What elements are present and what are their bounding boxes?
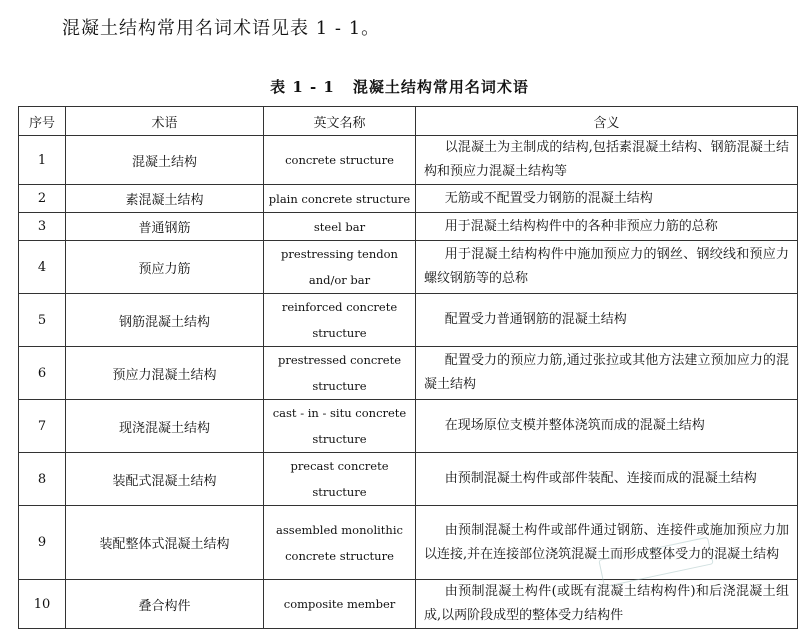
row-english: steel bar [264, 213, 416, 241]
row-english: precast concrete structure [264, 453, 416, 506]
row-term: 叠合构件 [66, 580, 264, 629]
header-definition: 含义 [416, 107, 798, 136]
row-definition: 由预制混凝土构件或部件通过钢筋、连接件或施加预应力加以连接,并在连接部位浇筑混凝土而形成整体受力的混凝土结构 [416, 506, 798, 580]
table-row [19, 213, 798, 241]
table-row [19, 294, 798, 347]
table-row [19, 136, 798, 185]
row-term: 装配式混凝土结构 [66, 453, 264, 506]
header-no: 序号 [19, 107, 66, 136]
row-no: 4 [19, 241, 66, 294]
row-definition: 以混凝土为主制成的结构,包括素混凝土结构、钢筋混凝土结构和预应力混凝土结构等 [416, 136, 798, 185]
row-no: 7 [19, 400, 66, 453]
row-term: 钢筋混凝土结构 [66, 294, 264, 347]
row-english: plain concrete structure [264, 185, 416, 213]
table-row [19, 580, 798, 629]
row-term: 普通钢筋 [66, 213, 264, 241]
row-no: 9 [19, 506, 66, 580]
table-row [19, 400, 798, 453]
row-english: assembled monolithic concrete structure [264, 506, 416, 580]
table-row [19, 453, 798, 506]
row-definition: 由预制混凝土构件或部件装配、连接而成的混凝土结构 [416, 453, 798, 506]
row-term: 素混凝土结构 [66, 185, 264, 213]
row-definition: 用于混凝土结构构件中的各种非预应力筋的总称 [416, 213, 798, 241]
row-definition: 配置受力的预应力筋,通过张拉或其他方法建立预加应力的混凝土结构 [416, 347, 798, 400]
table-caption-number: 表 1 - 1 [270, 78, 335, 96]
table-row [19, 347, 798, 400]
row-english: concrete structure [264, 136, 416, 185]
row-definition: 在现场原位支模并整体浇筑而成的混凝土结构 [416, 400, 798, 453]
row-english: composite member [264, 580, 416, 629]
header-english: 英文名称 [264, 107, 416, 136]
row-no: 2 [19, 185, 66, 213]
row-no: 8 [19, 453, 66, 506]
table-header-row [19, 107, 798, 136]
intro-paragraph: 混凝土结构常用名词术语见表 1 - 1。 [62, 18, 381, 39]
row-no: 6 [19, 347, 66, 400]
row-english: reinforced concrete structure [264, 294, 416, 347]
row-english: prestressed concrete structure [264, 347, 416, 400]
table-caption [0, 76, 799, 97]
row-english: prestressing tendon and/or bar [264, 241, 416, 294]
row-term: 装配整体式混凝土结构 [66, 506, 264, 580]
row-definition: 配置受力普通钢筋的混凝土结构 [416, 294, 798, 347]
header-term: 术语 [66, 107, 264, 136]
row-no: 1 [19, 136, 66, 185]
row-no: 10 [19, 580, 66, 629]
row-definition: 无筋或不配置受力钢筋的混凝土结构 [416, 185, 798, 213]
row-no: 5 [19, 294, 66, 347]
row-definition: 用于混凝土结构构件中施加预应力的钢丝、钢绞线和预应力螺纹钢筋等的总称 [416, 241, 798, 294]
row-term: 现浇混凝土结构 [66, 400, 264, 453]
table-caption-title: 混凝土结构常用名词术语 [352, 78, 529, 96]
table-row [19, 241, 798, 294]
table-row [19, 185, 798, 213]
row-term: 预应力混凝土结构 [66, 347, 264, 400]
row-no: 3 [19, 213, 66, 241]
row-english: cast - in - situ concrete structure [264, 400, 416, 453]
row-definition: 由预制混凝土构件(或既有混凝土结构构件)和后浇混凝土组成,以两阶段成型的整体受力结构件 [416, 580, 798, 629]
row-term: 混凝土结构 [66, 136, 264, 185]
row-term: 预应力筋 [66, 241, 264, 294]
